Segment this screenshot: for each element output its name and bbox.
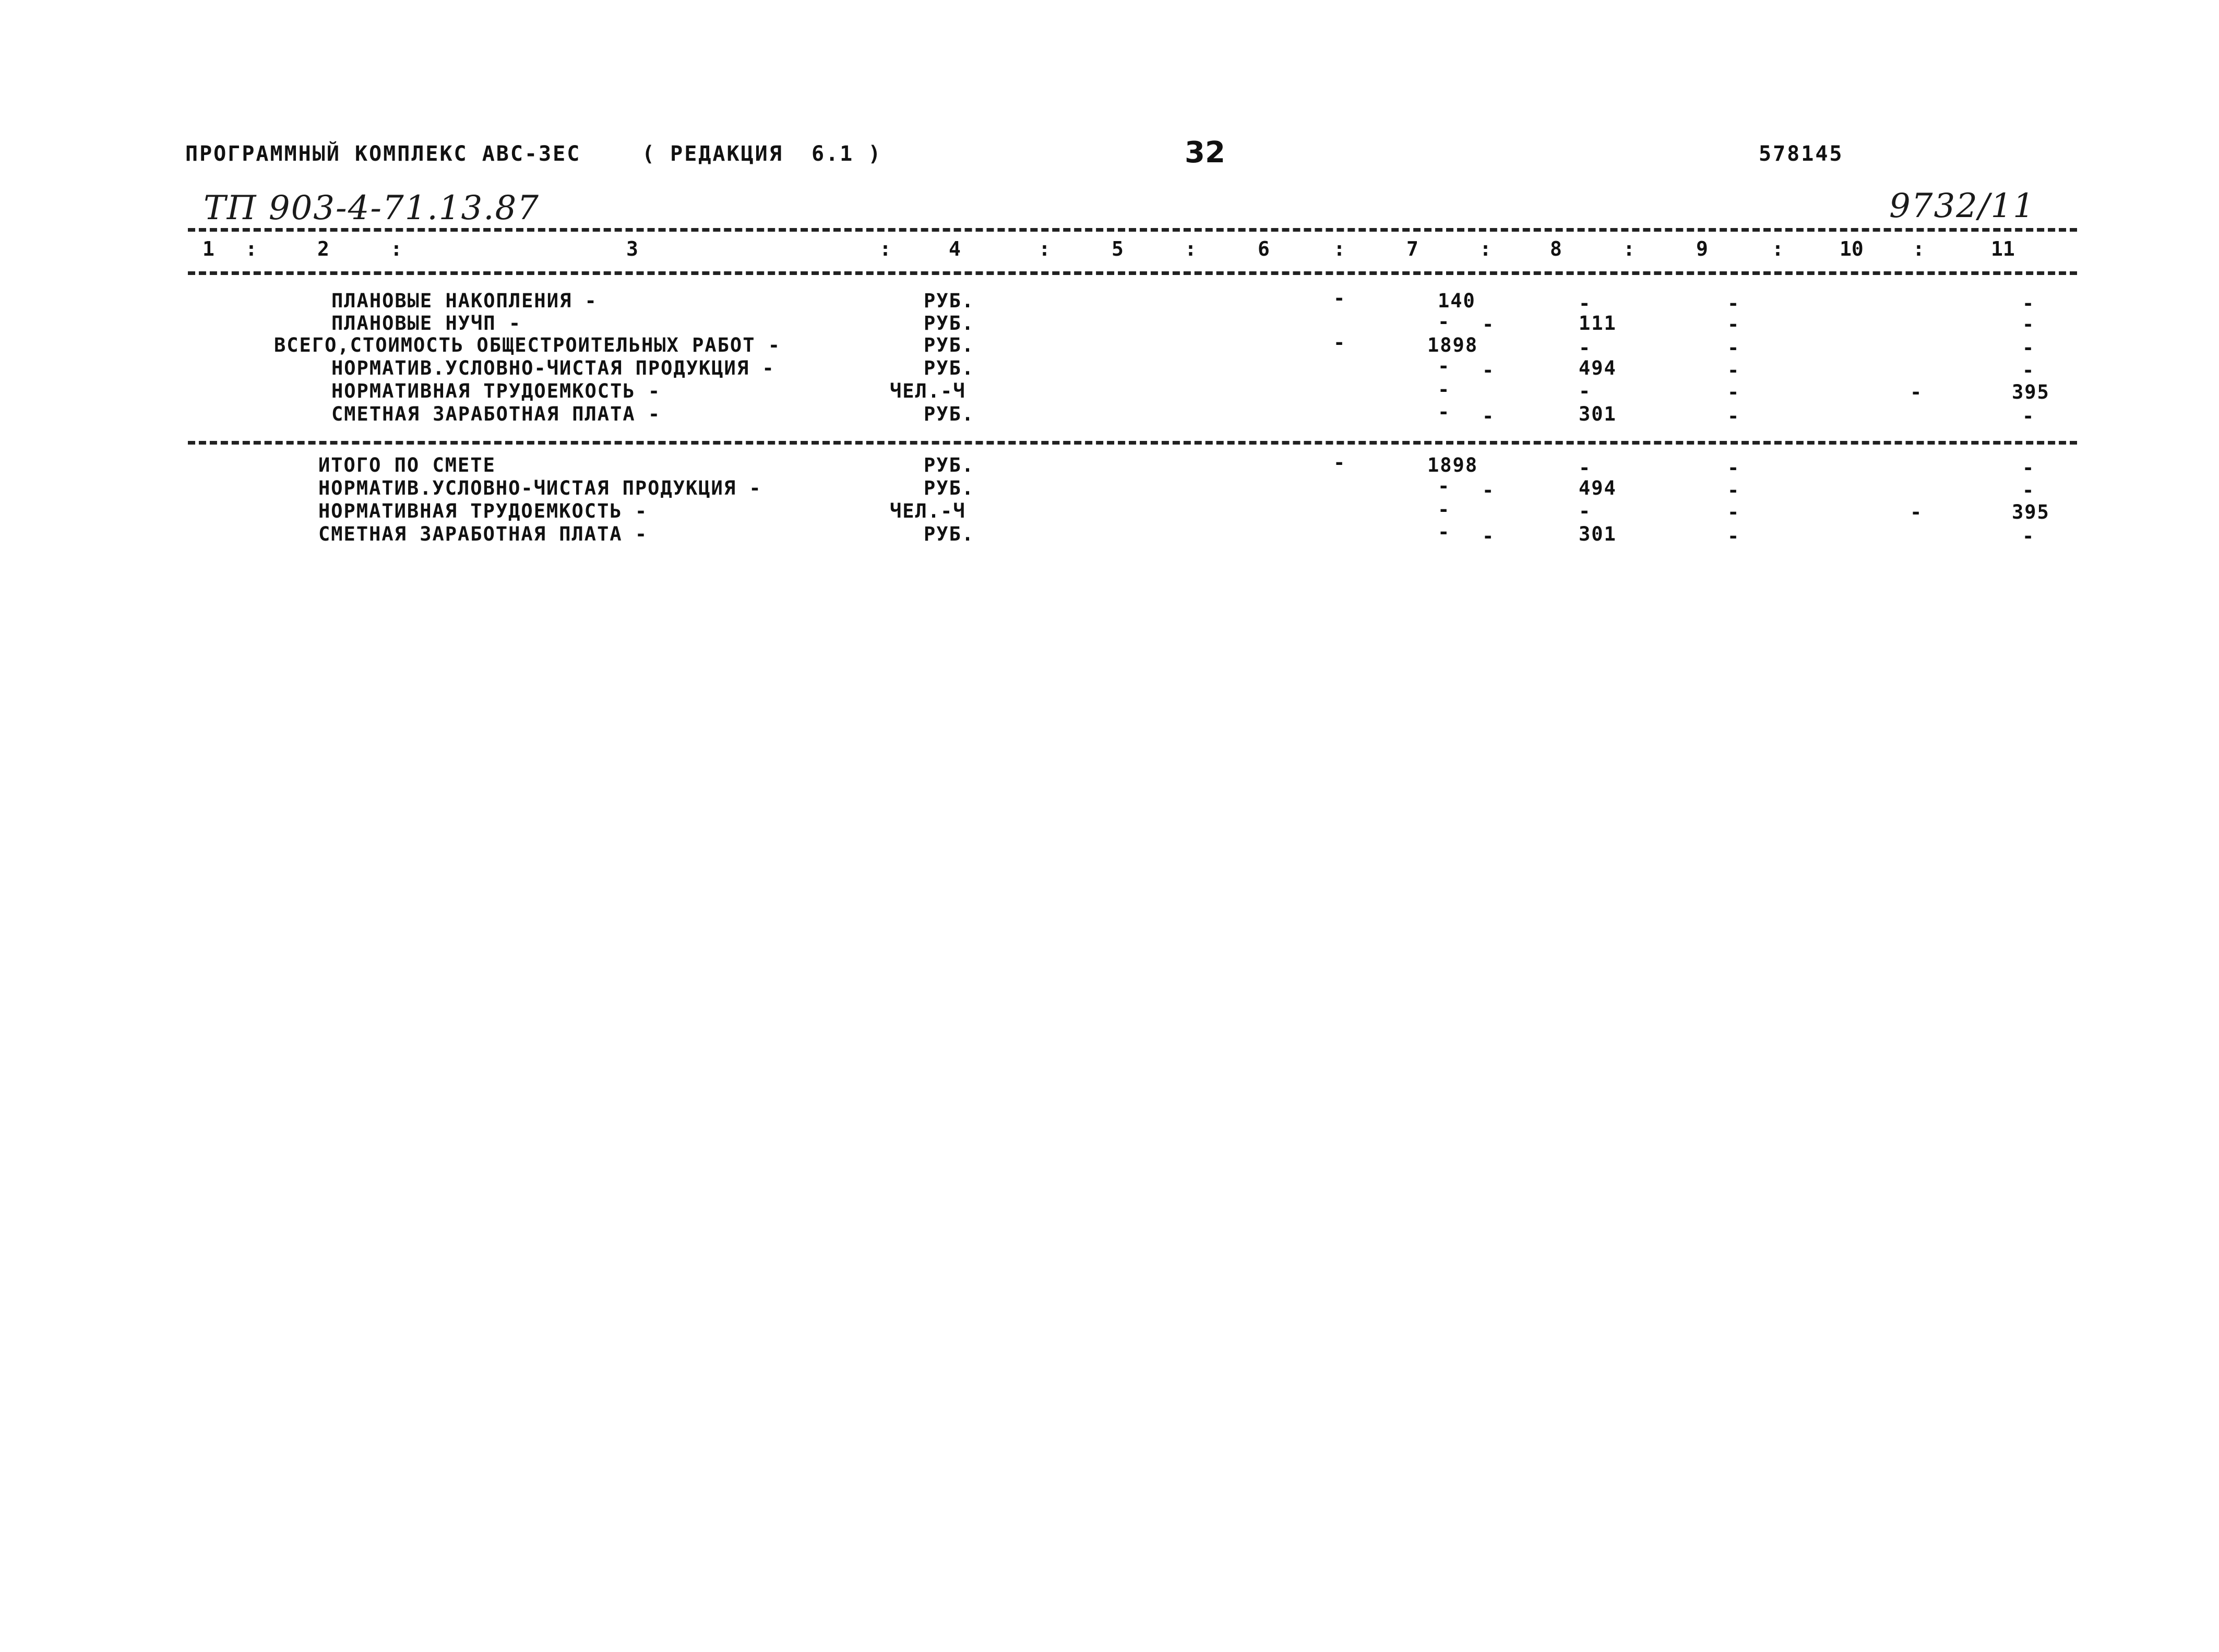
cell-col7b: - (1482, 525, 1495, 547)
table-top-rule (188, 228, 2077, 232)
column-number: 11 (1991, 237, 2015, 260)
cell-col7: 1898 (1427, 334, 1478, 356)
row-unit: РУБ. (924, 403, 975, 425)
cell-col8: - (1579, 380, 1592, 402)
cell-col8: 494 (1579, 357, 1617, 379)
cell-col11: - (2022, 457, 2035, 479)
row-name: СМЕТНАЯ ЗАРАБОТНАЯ ПЛАТА - (318, 523, 648, 545)
cell-col11: - (2022, 525, 2035, 547)
cell-col6: - (1333, 331, 1346, 354)
cell-col8: - (1579, 337, 1592, 359)
cell-col7: - (1438, 310, 1451, 333)
column-number: 1 (202, 237, 214, 260)
row-name: НОРМАТИВНАЯ ТРУДОЕМКОСТЬ - (331, 380, 661, 402)
cell-col9: - (1727, 337, 1740, 359)
cell-col11: - (2022, 359, 2035, 381)
cell-col10: - (1910, 381, 1923, 403)
cell-col8: - (1579, 292, 1592, 315)
row-unit: ЧЕЛ.-Ч (890, 380, 966, 402)
cell-col9: - (1727, 457, 1740, 479)
column-number: 9 (1696, 237, 1708, 260)
cell-col8: 301 (1579, 523, 1617, 545)
cell-col7: - (1438, 521, 1451, 543)
column-number: 6 (1258, 237, 1270, 260)
row-unit: РУБ. (924, 477, 975, 499)
row-unit: РУБ. (924, 357, 975, 379)
cell-col11: 395 (2012, 381, 2050, 403)
column-number: 8 (1550, 237, 1562, 260)
column-number: 3 (626, 237, 638, 260)
row-name: СМЕТНАЯ ЗАРАБОТНАЯ ПЛАТА - (331, 403, 661, 425)
cell-col11: - (2022, 405, 2035, 427)
cell-col7: 140 (1438, 290, 1476, 312)
page-number: 32 (1185, 136, 1225, 170)
column-separator: : (390, 237, 402, 260)
section-divider-rule (188, 441, 2077, 445)
cell-col11: - (2022, 337, 2035, 359)
cell-col11: - (2022, 313, 2035, 336)
row-unit: ЧЕЛ.-Ч (890, 500, 966, 522)
row-unit: РУБ. (924, 334, 975, 356)
column-separator: : (1185, 237, 1197, 260)
cell-col9: - (1727, 501, 1740, 523)
program-title: ПРОГРАММНЫЙ КОМПЛЕКС АВС-3ЕС (185, 142, 581, 166)
cell-col11: - (2022, 479, 2035, 501)
cell-col7: - (1438, 355, 1451, 377)
cell-col7b: - (1482, 359, 1495, 381)
cell-col7: 1898 (1427, 454, 1478, 476)
cell-col7b: - (1482, 313, 1495, 336)
cell-col9: - (1727, 359, 1740, 381)
column-separator: : (245, 237, 257, 260)
row-name: ВСЕГО,СТОИМОСТЬ ОБЩЕСТРОИТЕЛЬНЫХ РАБОТ - (274, 334, 781, 356)
cell-col9: - (1727, 313, 1740, 336)
row-unit: РУБ. (924, 523, 975, 545)
cell-col9: - (1727, 525, 1740, 547)
row-name: НОРМАТИВНАЯ ТРУДОЕМКОСТЬ - (318, 500, 648, 522)
cell-col7: - (1438, 401, 1451, 423)
row-name: ПЛАНОВЫЕ НУЧП - (331, 312, 522, 334)
column-separator: : (1039, 237, 1051, 260)
column-separator: : (1333, 237, 1345, 260)
cell-col8: 301 (1579, 403, 1617, 425)
column-separator: : (1772, 237, 1784, 260)
column-number: 4 (949, 237, 961, 260)
cell-col6: - (1333, 451, 1346, 474)
project-code-handwritten: ТП 903-4-71.13.87 (204, 189, 540, 228)
cell-col6: - (1333, 287, 1346, 309)
header-bottom-rule (188, 271, 2077, 275)
cell-col9: - (1727, 381, 1740, 403)
column-number: 10 (1840, 237, 1864, 260)
cell-col9: - (1727, 479, 1740, 501)
cell-col9: - (1727, 405, 1740, 427)
column-number: 2 (317, 237, 329, 260)
row-unit: РУБ. (924, 454, 975, 476)
row-unit: РУБ. (924, 290, 975, 312)
row-name: НОРМАТИВ.УСЛОВНО-ЧИСТАЯ ПРОДУКЦИЯ - (331, 357, 775, 379)
edition-label: ( РЕДАКЦИЯ 6.1 ) (642, 142, 882, 166)
document-code: 578145 (1759, 142, 1844, 166)
cell-col8: 111 (1579, 312, 1617, 334)
cell-col8: 494 (1579, 477, 1617, 499)
column-separator: : (879, 237, 891, 260)
row-name: ИТОГО ПО СМЕТЕ (318, 454, 496, 476)
cell-col8: - (1579, 500, 1592, 522)
cell-col7b: - (1482, 479, 1495, 501)
cell-col11: - (2022, 292, 2035, 315)
row-unit: РУБ. (924, 312, 975, 334)
cell-col11: 395 (2012, 501, 2050, 523)
column-number: 7 (1406, 237, 1418, 260)
column-separator: : (1480, 237, 1492, 260)
sheet-ref-handwritten: 9732/11 (1889, 187, 2035, 225)
column-number: 5 (1112, 237, 1124, 260)
column-separator: : (1913, 237, 1925, 260)
cell-col8: - (1579, 457, 1592, 479)
row-name: ПЛАНОВЫЕ НАКОПЛЕНИЯ - (331, 290, 598, 312)
cell-col10: - (1910, 501, 1923, 523)
row-name: НОРМАТИВ.УСЛОВНО-ЧИСТАЯ ПРОДУКЦИЯ - (318, 477, 762, 499)
cell-col7: - (1438, 498, 1451, 521)
cell-col9: - (1727, 292, 1740, 315)
cell-col7b: - (1482, 405, 1495, 427)
cell-col7: - (1438, 475, 1451, 497)
cell-col7: - (1438, 378, 1451, 401)
column-separator: : (1623, 237, 1635, 260)
